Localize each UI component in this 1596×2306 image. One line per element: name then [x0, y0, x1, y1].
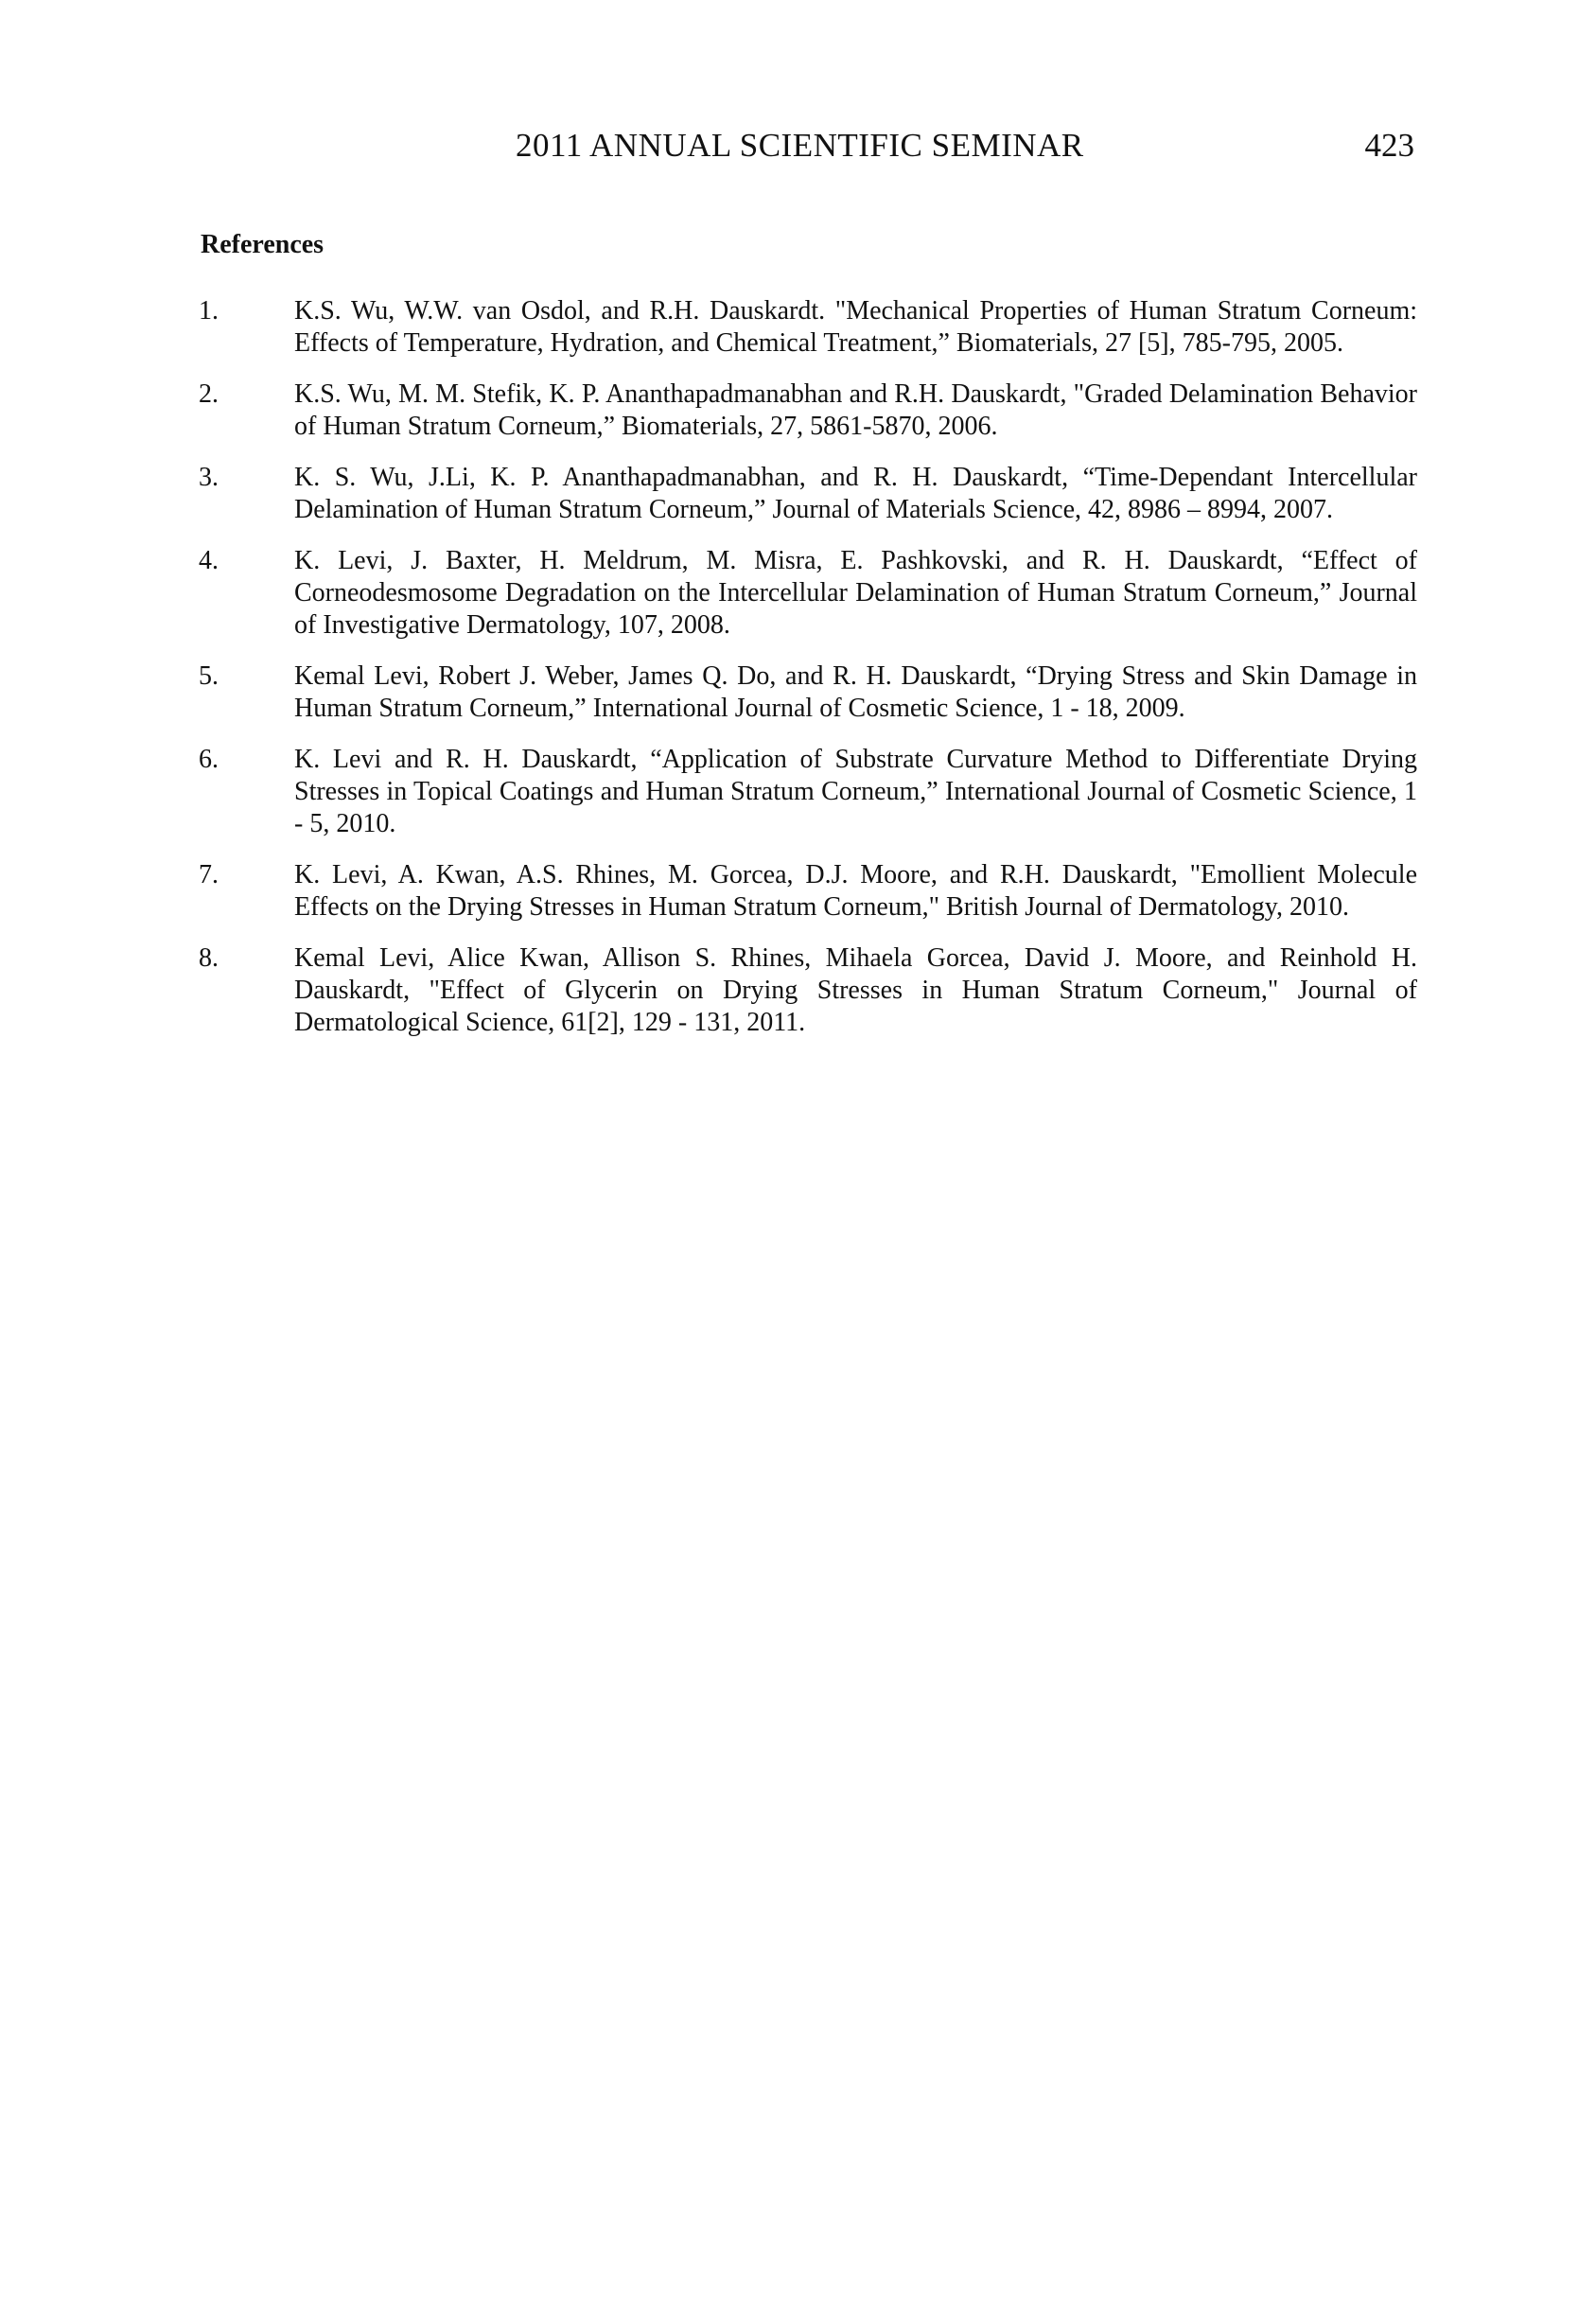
reference-text: K. Levi, J. Baxter, H. Meldrum, M. Misra, E. Pashkovski, and R. H. Dauskardt, “Effect of Corneodesmosome Degradation on the Intercellular Delamination of Human Stratum Corneum,” Journal of Investigative Dermatology, 107, 2008.: [294, 546, 1417, 640]
reference-item: [199, 744, 1417, 840]
reference-list: [199, 295, 1417, 1058]
reference-item: [199, 295, 1417, 360]
reference-item: [199, 660, 1417, 725]
reference-item: [199, 859, 1417, 924]
reference-number: 8.: [199, 943, 219, 973]
reference-number: 4.: [199, 546, 219, 575]
reference-text: K. Levi and R. H. Dauskardt, “Application of Substrate Curvature Method to Differentiate Drying Stresses in Topical Coatings and Human Stratum Corneum,” International Journal of Cosmetic Science, 1 - 5, 2010.: [294, 745, 1417, 838]
reference-text: K. S. Wu, J.Li, K. P. Ananthapadmanabhan, and R. H. Dauskardt, “Time-Dependant Intercellular Delamination of Human Stratum Corneum,” Journal of Materials Science, 42, 8986 – 8994, 2007.: [294, 463, 1417, 524]
reference-text: K.S. Wu, W.W. van Osdol, and R.H. Dauskardt. "Mechanical Properties of Human Stratum Corneum: Effects of Temperature, Hydration, and Chemical Treatment,” Biomaterials, 27 [5], 785-795, 2005.: [294, 296, 1417, 358]
reference-number: 5.: [199, 661, 219, 691]
reference-number: 6.: [199, 745, 219, 774]
reference-text: Kemal Levi, Alice Kwan, Allison S. Rhines, Mihaela Gorcea, David J. Moore, and Reinhold H. Dauskardt, "Effect of Glycerin on Drying Stresses in Human Stratum Corneum," Journal of Dermatological Science, 61[2], 129 - 131, 2011.: [294, 943, 1417, 1037]
reference-number: 3.: [199, 463, 219, 492]
page-number: 423: [1364, 127, 1414, 164]
reference-text: K. Levi, A. Kwan, A.S. Rhines, M. Gorcea, D.J. Moore, and R.H. Dauskardt, "Emollient Molecule Effects on the Drying Stresses in Human Stratum Corneum," British Journal of Dermatology, 2010.: [294, 860, 1417, 922]
reference-item: [199, 545, 1417, 642]
reference-text: Kemal Levi, Robert J. Weber, James Q. Do, and R. H. Dauskardt, “Drying Stress and Skin Damage in Human Stratum Corneum,” International Journal of Cosmetic Science, 1 - 18, 2009.: [294, 661, 1417, 723]
reference-number: 1.: [199, 296, 219, 326]
reference-item: [199, 378, 1417, 443]
reference-text: K.S. Wu, M. M. Stefik, K. P. Ananthapadmanabhan and R.H. Dauskardt, "Graded Delamination Behavior of Human Stratum Corneum,” Biomaterials, 27, 5861-5870, 2006.: [294, 379, 1417, 441]
reference-item: [199, 462, 1417, 526]
reference-number: 2.: [199, 379, 219, 409]
page-header: [0, 127, 1596, 174]
references-heading: References: [201, 230, 324, 259]
reference-number: 7.: [199, 860, 219, 889]
reference-item: [199, 942, 1417, 1039]
running-title: 2011 ANNUAL SCIENTIFIC SEMINAR: [516, 127, 1084, 164]
